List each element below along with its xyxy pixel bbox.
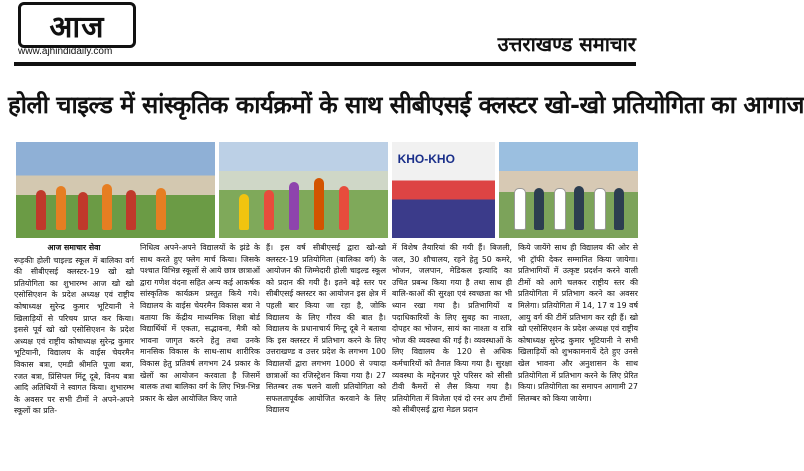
photo-strip (16, 142, 638, 238)
cultural-program-photo (219, 142, 388, 238)
masthead (0, 0, 650, 58)
byline: आज समाचार सेवा (47, 243, 101, 252)
article-column-4 (392, 242, 512, 468)
newspaper-logo[interactable]: आज (18, 2, 136, 48)
kho-kho-banner-photo (392, 142, 495, 238)
guests-lineup-photo (499, 142, 638, 238)
article-column-2 (140, 242, 260, 468)
column-text: में विशेष तैयारियां की गयी हैं। बिजली, जल, 30 शौचालय, रहने हेतु 50 कमरे, भोजन, जलपान, मेडिकल इत्यादि का उचित प्रबन्ध किया गया है तथा साथ ही बालि-काओं की सुरक्षा एवं स्वच्छता का भी ध्यान रखा गया है। प्रतिभागियों व पदाधिकारियों के लिए सुबह का नाश्ता, दोपहर का भोजन, सायं का नाश्ता व रात्रि भोज की व्यवस्था की गई है। व्यवस्थाओं के लिए विद्यालय के 120 से अधिक कर्मचारियों को तैनात किया गया है। सुरक्षा व्यवस्था के मद्देनजर पूरे परिसर को सीसी टीवी कैमरों से लैस किया गया है। प्रतियोगिता में विजेता एवं दो रनर अप टीमों को सीबीएसई द्वारा मेडल प्रदान (392, 243, 512, 415)
dance-performance-photo (16, 142, 215, 238)
column-text: किये जायेंगे साथ ही विद्यालय की ओर से भी ट्रॉफी देकर सम्मानित किया जायेगा। प्रतिभागियों में उत्कृष्ट प्रदर्शन करने वाली टीमों को आगे चलकर राष्ट्रीय स्तर की प्रतियोगिता में प्रतिभाग करने का अवसर मिलेगा। प्रतियोगिता में 14, 17 व 19 वर्ष आयु वर्ग की टीमें प्रतिभाग कर रही हैं। खो खो एसोसिएशन के प्रदेश अध्यक्ष एवं राष्ट्रीय कोषाध्यक्ष सुरेन्द्र कुमार भूटियानी ने सभी खिलाड़ियों को शुभकामनायें देते हुए उनसे खेल भावना और अनुशासन के साथ प्रतियोगिता में प्रतिभाग करने के लिए प्रेरित किया। प्रतियोगिता का समापन आगामी 27 सितम्बर को किया जायेगा। (518, 243, 638, 403)
column-text: हैं। इस वर्ष सीबीएसई द्वारा खो-खो क्लस्टर-19 प्रतियोगिता (बालिका वर्ग) के आयोजन की जिम्मेदारी होली चाइल्ड स्कूल को प्रदान की गयी है। इतने बड़े स्तर पर सीबीएसई क्लस्टर का आयोजन इस क्षेत्र में पहली बार किया जा रहा है, जोकि विद्यालय के लिए गौरव की बात है। विद्यालय के प्रधानाचार्य मिन्टू दूबे ने बताया कि इस क्लस्टर में प्रतिभाग करने के लिए उत्तराखण्ड व उत्तर प्रदेश के लगभग 100 विद्यालयों द्वारा लगभग 1000 से ज्यादा छात्राओं का रजिस्ट्रेशन किया गया है। 27 सितम्बर तक चलने वाली प्रतियोगिता को सफलतापूर्वक आयोजित करवाने के लिए विद्यालय (266, 243, 386, 415)
column-text: रूड़कीः होली चाइल्ड स्कूल में बालिका वर्ग की सीबीएसई क्लस्टर-19 खो खो प्रतियोगिता का शुभारम्भ आज खो खो एसोसिएशन के प्रदेश अध्यक्ष एवं राष्ट्रीय कोषाध्यक्ष सुरेन्द्र कुमार भूटियानी ने खिलाड़ियों से परिचय प्राप्त कर किया। इससे पूर्व खो खो एसोसिएशन के प्रदेश अध्यक्ष एवं राष्ट्रीय कोषाध्यक्ष सुरेन्द्र कुमार भूटियानी, विद्यालय के वाईस चेयरमैन विकास बत्रा, एमडी श्रीमति पूजा बत्रा, रजत बत्रा, प्रिंसिपल मिंटू दूबे, विनय बत्रा आदि अतिथियों ने स्वागत किया। शुभारम्भ के अवसर पर सभी टीमों ने अपने-अपने स्कूलों का प्रति- (14, 255, 134, 416)
top-divider (14, 62, 636, 66)
banner-text: KHO-KHO (397, 152, 455, 166)
website-url[interactable]: www.ajhindidaily.com (18, 46, 113, 57)
article-column-1 (14, 242, 134, 468)
column-text: निधित्व अपने-अपने विद्यालयों के झंडे के साथ करते हुए फ्लेग मार्च किया। जिसके पश्चात विभिन्न स्कूलों से आये छात्र छात्राओं द्वारा गणेश वंदना सहित अन्य कई आकर्षक सांस्कृतिक कार्यक्रम प्रस्तुत किये गये। विद्यालय के वाईस चेयरमैन विकास बत्रा ने बताया कि केंद्रीय माध्यमिक शिक्षा बोर्ड विद्यार्थियों में एकता, सद्भावना, मैत्री को भावना जागृत करने हेतु तथा उनके मानसिक विकास के साथ-साथ शारीरिक विकास हेतु प्रतिवर्ष लगभग 24 प्रकार के खेलों का आयोजन करवाता है जिसमें बालक तथा बालिका वर्ग के लिए भिन्न-भिन्न प्रकार के खेल आयोजित किए जाते (140, 243, 260, 403)
article-column-5 (518, 242, 638, 468)
article-body (14, 242, 638, 468)
section-title: उत्तराखण्ड समाचार (497, 32, 636, 56)
article-column-3 (266, 242, 386, 468)
article-headline: होली चाइल्ड में सांस्कृतिक कार्यक्रमों के साथ सीबीएसई क्लस्टर खो-खो प्रतियोगिता का आगाज (8, 90, 804, 119)
